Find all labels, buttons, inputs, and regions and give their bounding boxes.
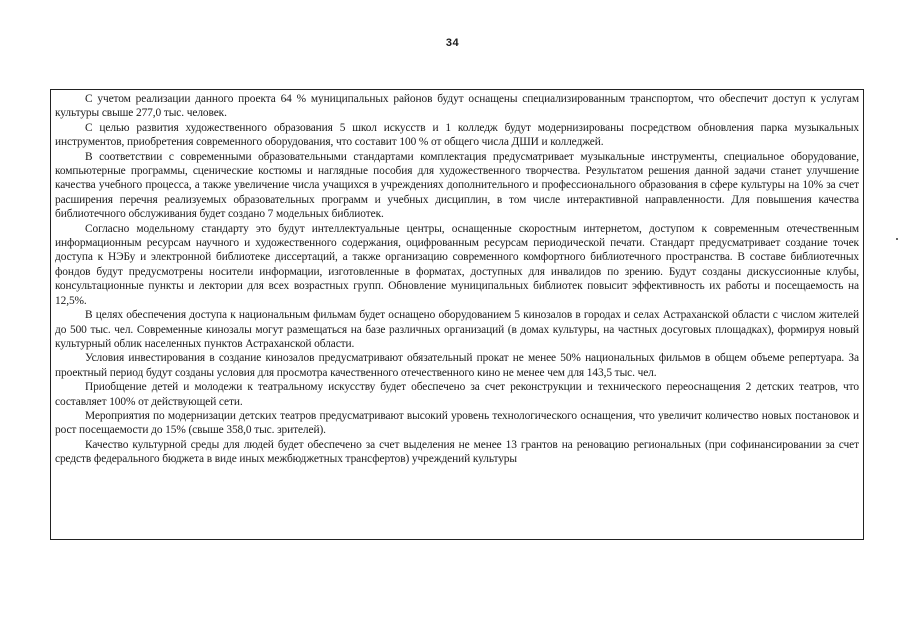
paragraph-model-libraries: Согласно модельному стандарту это будут интеллектуальные центры, оснащенные скоростным интернетом, доступом к современным отечественным информационным ресурсам научного и художественного содержания, оцифрованным ресурсам периодической печати. Стандарт предусматривает создание точек доступа к НЭБу и электронной библиотеке диссертаций, а также организацию современного комфортного библиотечного пространства. В составе библиотечных фондов будут предусмотрены носители информации, изготовленные в форматах, доступных для инвалидов по зрению. Будут созданы дискуссионные клубы, консультационные пункты и лектории для всех возрастных групп. Обновление муниципальных библиотек повысит эффективность их работы и посещаемость на 12,5%. (55, 222, 859, 307)
text-frame (50, 89, 864, 540)
paragraph-cultural-environment: Качество культурной среды для людей будет обеспечено за счет выделения не менее 13 грантов на реновацию региональных (при софинансировании за счет средств федерального бюджета в виде иных межбюджетных трансфертов) учреждений культуры (55, 438, 859, 466)
paragraph-cinema-halls: В целях обеспечения доступа к национальным фильмам будет оснащено оборудованием 5 кинозалов в городах и селах Астраханской области с числом жителей до 500 тыс. чел. Современные кинозалы могут размещаться на базе различных организаций (в домах культуры, на частных досуговых площадках), формируя новый культурный облик населенных пунктов Астраханской области. (55, 309, 859, 350)
paragraph-theatre-modernization: Мероприятия по модернизации детских театров предусматривают высокий уровень технологического оснащения, что увеличит количество новых постановок и рост посещаемости до 15% (свыше 358,0 тыс. зрителей). (55, 409, 859, 437)
page-number: 34 (445, 37, 460, 49)
paragraph-children-theatres: Приобщение детей и молодежи к театральному искусству будет обеспечено за счет реконструкции и технического переоснащения 2 детских театров, что составляет 100% от действующей сети. (55, 381, 859, 408)
paragraph-education-standards: В соответствии с современными образовательными стандартами комплектация предусматривает музыкальные инструменты, специальное оборудование, компьютерные программы, сценические костюмы и наглядные пособия для художественного творчества. Результатом решения данной задачи станет улучшение качества учебного процесса, а также увеличение числа учащихся в учреждениях дополнительного и профессионального образования в сфере культуры на 10% за счет расширения перечня реализуемых образовательных программ и учебных дисциплин, в том числе интерактивной направленности. Для повышения качества библиотечного обслуживания будет создано 7 модельных библиотек. (55, 150, 859, 221)
paragraph-art-schools: С целью развития художественного образования 5 школ искусств и 1 колледж будут модернизированы посредством обновления парка музыкальных инструментов, приобретения современного оборудования, что составит 100 % от общего числа ДШИ и колледжей. (55, 121, 859, 149)
paragraph-transport: С учетом реализации данного проекта 64 % муниципальных районов будут оснащены специализированным транспортом, что обеспечит доступ к услугам культуры свыше 277,0 тыс. человек. (55, 93, 859, 120)
paragraph-cinema-investment: Условия инвестирования в создание кинозалов предусматривают обязательный прокат не менее 50% национальных фильмов в общем объеме репертуара. За проектный период будут созданы условия для просмотра качественного отечественного кино не менее чем для 143,5 тыс. чел. (55, 352, 859, 379)
scan-speck (896, 238, 898, 240)
